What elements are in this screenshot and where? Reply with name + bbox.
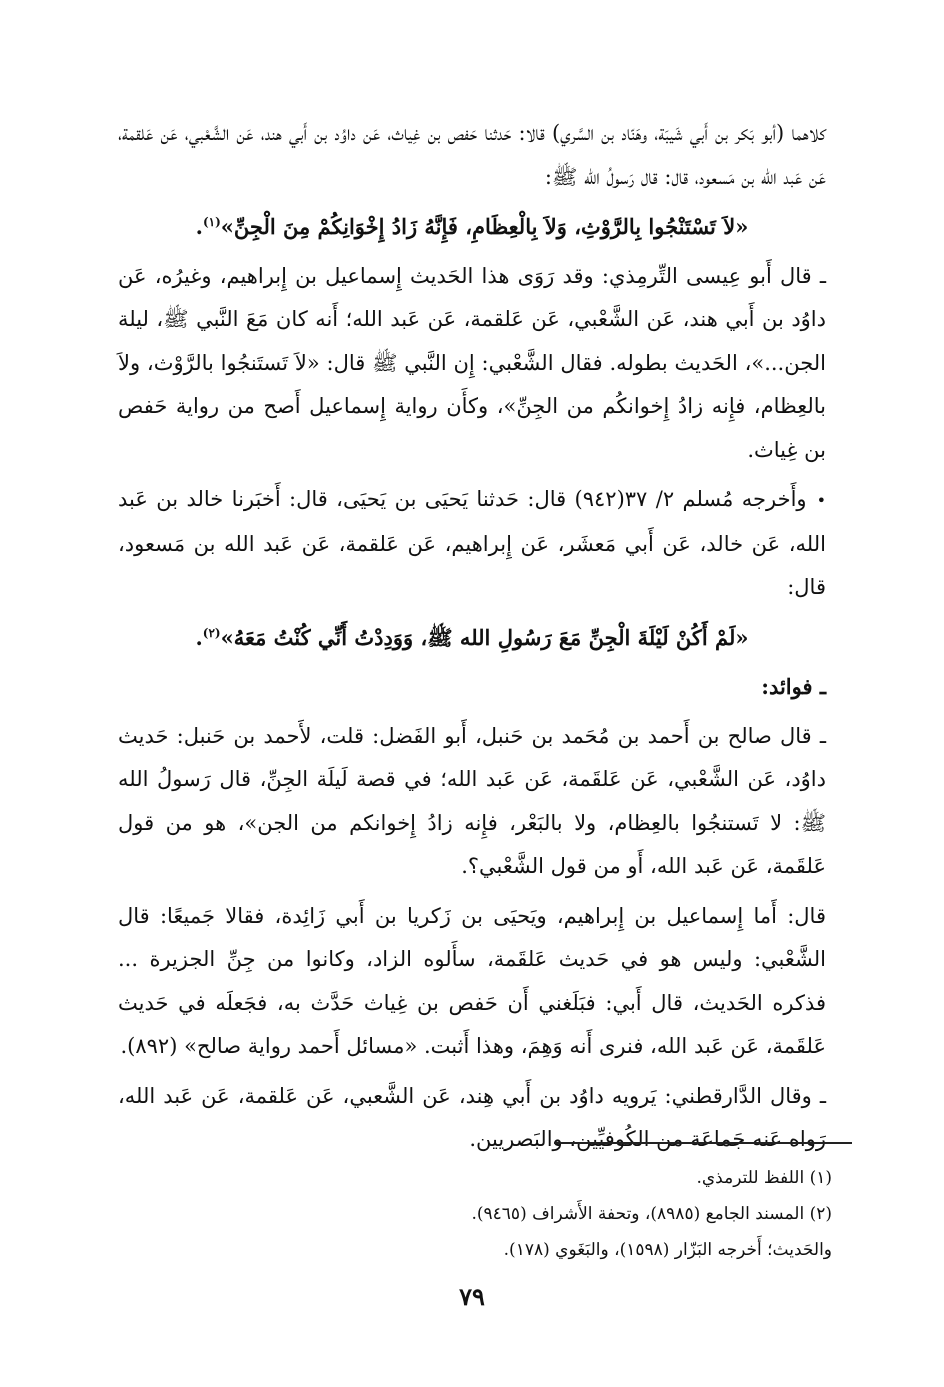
footnote-1: (١) اللفظ للترمذي. xyxy=(696,1168,832,1188)
bullet-icon: • xyxy=(816,491,826,510)
paragraph-6: ـ وقال الدَّارقطني: يَرويه داوُد بن أَبي هِند، عَن الشَّعبي، عَن عَلقمة، عَن عَبد الله، رَواه عَنه جَماعَة من الكُوفيِّين، والبَصريين. xyxy=(118,1083,826,1151)
footnote-ref-1: (١) xyxy=(202,215,221,229)
footnote-divider xyxy=(554,1142,852,1144)
page-number: ٧٩ xyxy=(459,1282,485,1311)
hadith-quote-1 xyxy=(118,205,826,249)
paragraph-4: ـ قال صالح بن أَحمد بن مُحَمد بن حَنبل، أَبو الفَضل: قلت، لأَحمد بن حَنبل: حَديث داوُد، عَن الشَّعْبي، عَن عَلقَمة، عَن عَبد الله؛ في قصة لَيلَة الجِنِّ، قال رَسولُ الله ﷺ: لا تَستنجُوا بالعِظام، ولا بالبَعْر، فإِنه زادُ إِخوانكم من الجن»، هو من قول عَلقَمة، عَن عَبد الله، أَو من قول الشَّعْبي؟. xyxy=(118,723,826,878)
paragraph-2: ـ قال أَبو عِيسى التِّرمِذي: وقد رَوَى هذا الحَديث إِسماعيل بن إِبراهيم، وغيرُه، عَن داوُد بن أَبي هند، عَن الشَّعْبي، عَن عَلقمة، عَن عَبد الله؛ أَنه كان مَعَ النَّبي ﷺ، ليلة الجن...»، الحَديث بطوله. فقال الشَّعْبي: إِن النَّبي ﷺ قال: «لاَ تَستَنجُوا بالرَّوْث، ولاَ بالعِظام، فإِنه زادُ إِخوانكُم من الجِنِّ»، وكأَن رواية إِسماعيل أَصح من رواية حَفص بن غِياث. xyxy=(118,263,826,462)
main-text xyxy=(118,112,826,1168)
paragraph-3-text: وأَخرجه مُسلم ٢/ ٣٧(٩٤٢) قال: حَدثنا يَحيَى بن يَحيَى، قال: أَخبَرنا خالد بن عَبد الله، عَن خالد، عَن أَبي مَعشَر، عَن إِبراهيم، عَن عَلقمة، عَن عَبد الله بن مَسعود، قال: xyxy=(118,487,826,599)
footnote-3: والحَديث؛ أَخرجه البَزّار (١٥٩٨)، والبَغَوي (١٧٨). xyxy=(503,1240,832,1260)
paragraph-5: قال: أَما إِسماعيل بن إِبراهيم، ويَحيَى بن زَكريا بن أَبي زَائِدة، فقالا جَميعًا: قال الشَّعْبي: وليس هو في حَديث عَلقَمة، سأَلوه الزاد، وكانوا من جِنِّ الجزيرة ... فذكره الحَديث، قال أَبي: فبَلَغني أَن حَفص بن غِياث حَدَّث به، فجَعلَه في حَديث عَلقَمة، عَن عَبد الله، فنرى أَنه وَهِمَ، وهذا أَثبت. «مسائل أَحمد رواية صالح» (٨٩٢). xyxy=(118,903,826,1058)
footnote-2: (٢) المسند الجامع (٨٩٨٥)، وتحفة الأَشراف (٩٤٦٥). xyxy=(471,1204,832,1224)
paragraph-1: كلاهما (أبو بَكر بن أَبي شَيبَة، وهَنّاد بن السَّري) قالا: حَدثنا حَفص بن غِياث، عَن داوُد بن أَبي هند، عَن الشَّعْبي، عَن عَلقمة، عَن عَبد الله بن مَسعود، قال: قال رَسولُ الله ﷺ: xyxy=(118,121,826,189)
paragraph-3 xyxy=(118,478,826,610)
hadith-quote-2 xyxy=(118,616,826,660)
section-heading: ـ فوائد: xyxy=(761,674,826,699)
quote-1-end: . xyxy=(195,214,203,239)
footnotes xyxy=(118,1160,832,1268)
quote-2-end: . xyxy=(195,624,203,650)
quote-2-text: «لَمْ أَكُنْ لَيْلَةَ الْجِنِّ مَعَ رَسُولِ الله ﷺ، وَوَدِدْتُ أَنِّي كُنْتُ مَعَهُ» xyxy=(220,624,749,650)
quote-1-text: «لاَ تَسْتَنْجُوا بِالرَّوْثِ، وَلاَ بِالْعِظَامِ، فَإِنَّهُ زَادُ إِخْوَانِكُمْ مِنَ الْجِنِّ» xyxy=(220,214,749,239)
footnote-ref-2: (٢) xyxy=(202,625,221,640)
